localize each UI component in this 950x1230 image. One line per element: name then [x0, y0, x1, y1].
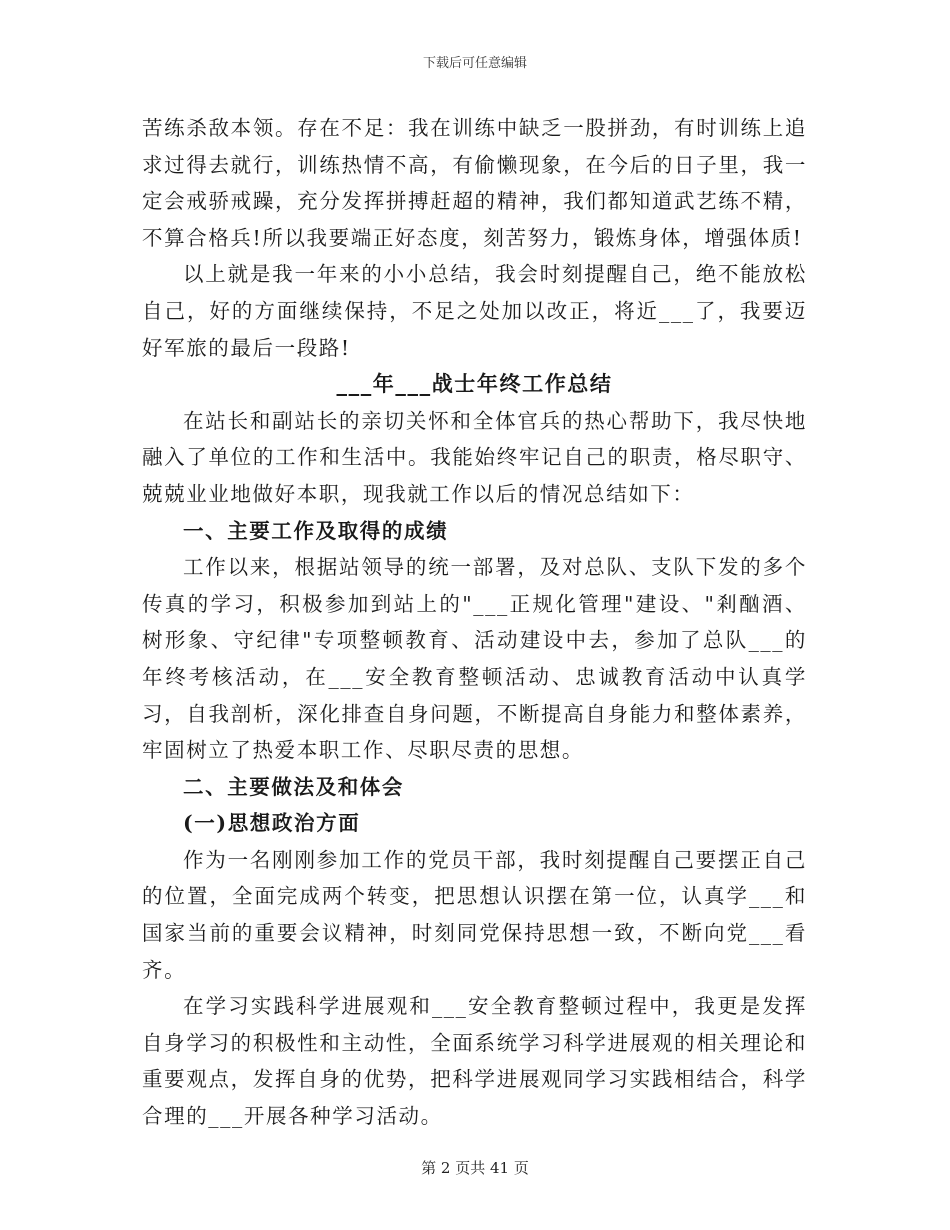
document-body — [142, 110, 807, 1135]
heading-main-work: 一、主要工作及取得的成绩 — [183, 518, 449, 543]
subheading-political: (一)思想政治方面 — [183, 811, 361, 836]
paragraph-political: 作为一名刚刚参加工作的党员干部，我时刻提醒自己要摆正自己的位置，全面完成两个转变，把思想认识摆在第一位，认真学___和国家当前的重要会议精神，时刻同党保持思想一致，不断向党___看齐。 — [142, 847, 807, 982]
paragraph-intro: 在站长和副站长的亲切关怀和全体官兵的热心帮助下，我尽快地融入了单位的工作和生活中。我能始终牢记自己的职责，格尽职守、兢兢业业地做好本职，现我就工作以后的情况总结如下： — [142, 408, 807, 506]
paragraph-work: 工作以来，根据站领导的统一部署，及对总队、支队下发的多个传真的学习，积极参加到站上的"___正规化管理"建设、"剎酗酒、树形象、守纪律"专项整顿教育、活动建设中去，参加了总队___的年终考核活动，在___安全教育整顿活动、忠诚教育活动中认真学习，自我剖析，深化排查自身问题，不断提高自身能力和整体素养，牢固树立了热爱本职工作、尽职尽责的思想。 — [142, 555, 807, 763]
paragraph-study: 在学习实践科学进展观和___安全教育整顿过程中，我更是发挥自身学习的积极性和主动性，全面系统学习科学进展观的相关理论和重要观点，发挥自身的优势，把科学进展观同学习实践相结合，科学合理的___开展各种学习活动。 — [142, 994, 807, 1129]
paragraph-continued: 苦练杀敌本领。存在不足：我在训练中缺乏一股拼劲，有时训练上追求过得去就行，训练热情不高，有偷懒现象，在今后的日子里，我一定会戒骄戒躁，充分发挥拼搏赶超的精神，我们都知道武艺练不精，不算合格兵!所以我要端正好态度，刻苦努力，锻炼身体，增强体质! — [142, 116, 807, 250]
paragraph-closing: 以上就是我一年来的小小总结，我会时刻提醒自己，绝不能放松自己，好的方面继续保持，不足之处加以改正，将近___了，我要迈好军旅的最后一段路! — [142, 262, 807, 360]
heading-methods: 二、主要做法及和体会 — [183, 774, 404, 799]
page-footer: 第 2 页共 41 页 — [421, 1159, 529, 1177]
page-header: 下载后可任意编辑 — [422, 56, 527, 71]
section-title: ___年___战士年终工作总结 — [336, 371, 613, 397]
